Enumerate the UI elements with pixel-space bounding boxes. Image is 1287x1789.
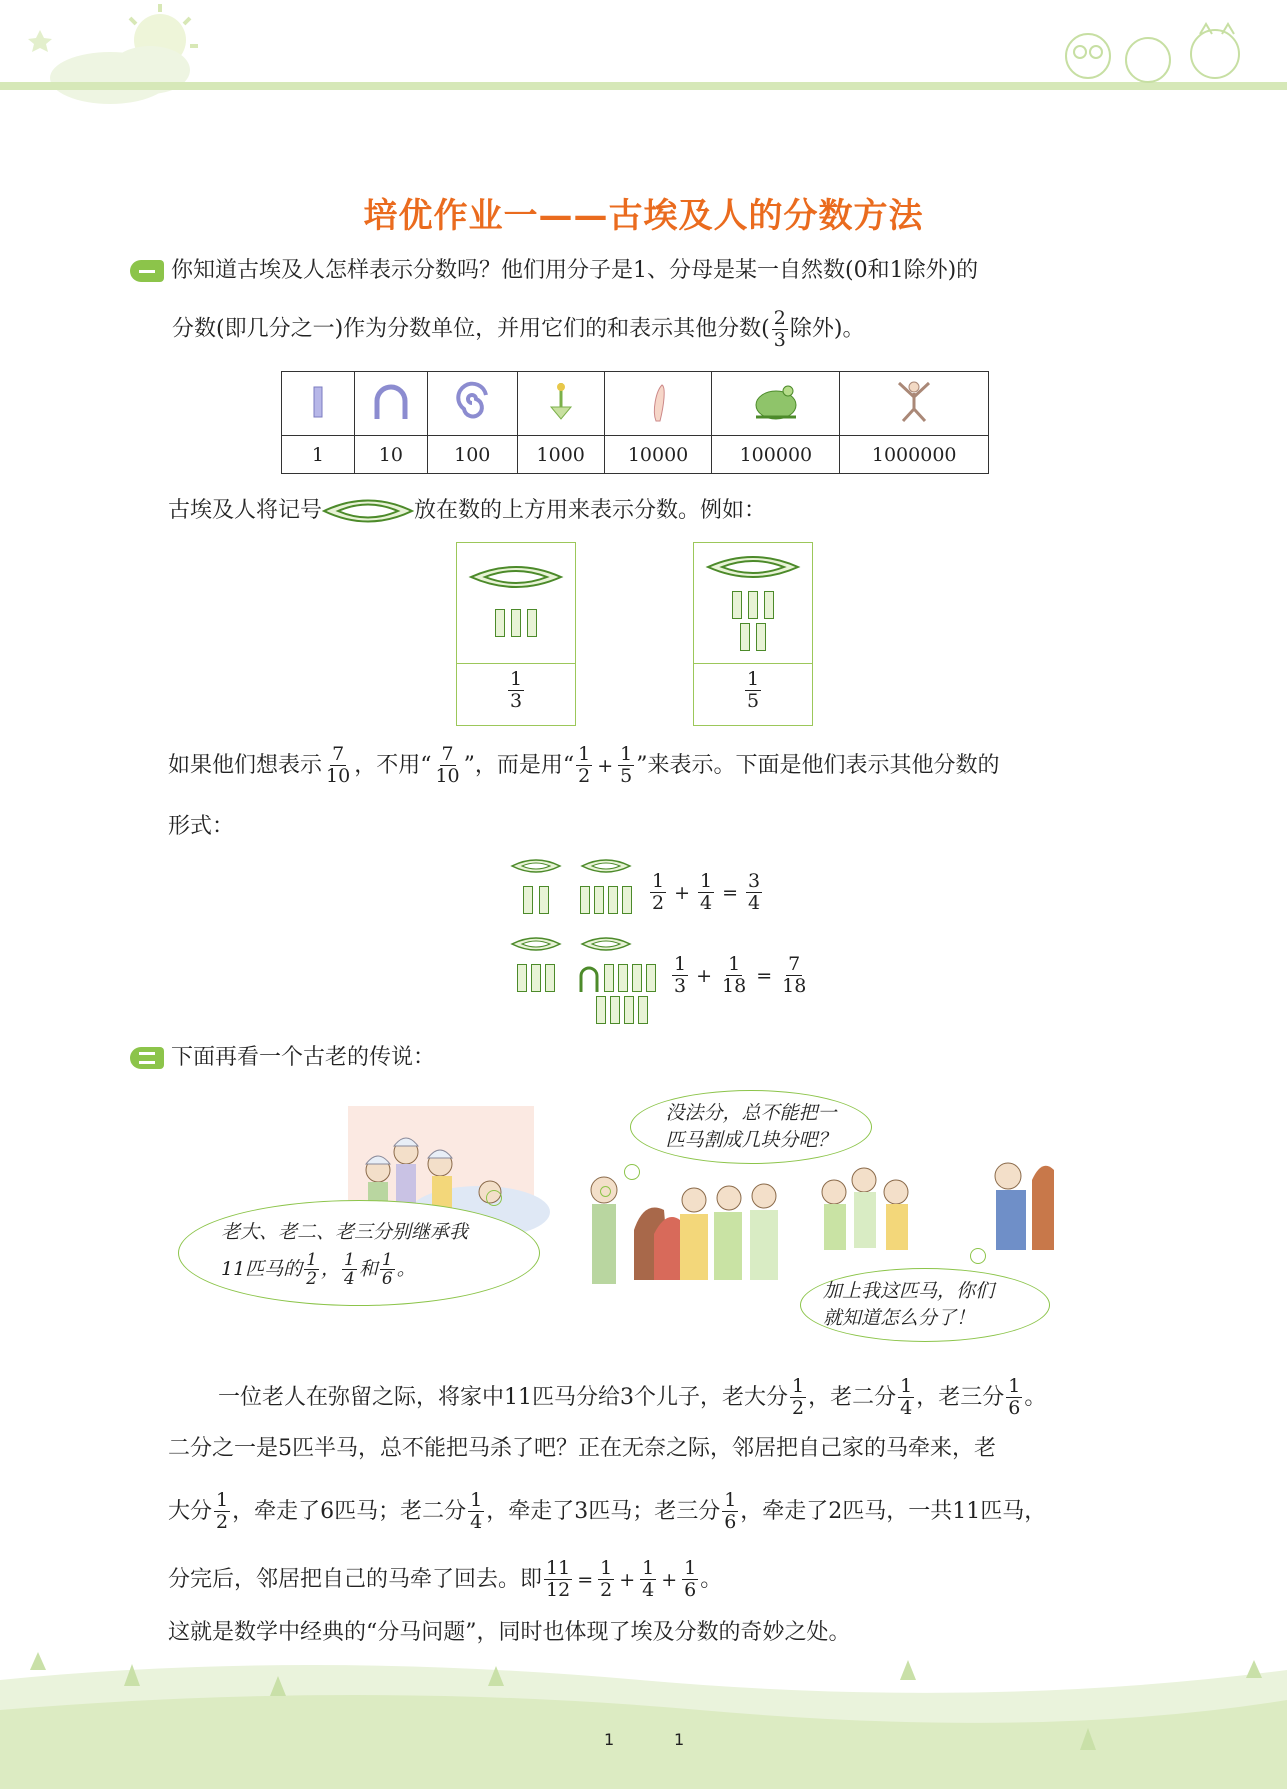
bubble-right-line2: 就知道怎么分了！ bbox=[823, 1307, 976, 1329]
section1-line2 bbox=[172, 308, 864, 351]
table-cell: 10000 bbox=[604, 436, 712, 474]
bubble-top-line2: 匹马割成几块分吧？ bbox=[665, 1129, 837, 1151]
table-cell: 1 bbox=[282, 436, 355, 474]
table-cell: 100000 bbox=[712, 436, 840, 474]
equation-1-text: $\frac{1}{2}$ + $\frac{1}{4}$ = $\frac{3}{4}$ bbox=[652, 870, 761, 914]
eye-mark-icon bbox=[578, 856, 634, 876]
example-one-fifth bbox=[693, 542, 813, 726]
glyph-quarter bbox=[578, 856, 634, 914]
bubble-tail-dot bbox=[970, 1248, 986, 1264]
strokes-three bbox=[457, 609, 575, 637]
speech-bubble-left bbox=[178, 1200, 540, 1306]
divider bbox=[457, 663, 575, 664]
coil-rope-icon bbox=[427, 372, 517, 436]
finger-icon bbox=[604, 372, 712, 436]
stroke-icon bbox=[282, 372, 355, 436]
bubble-left-line1: 老大、老二、老三分别继承我 bbox=[221, 1221, 469, 1243]
glyph-half bbox=[508, 856, 564, 914]
page-number-right: 1 bbox=[674, 1730, 685, 1749]
story-line1: 一位老人在弥留之际，将家中11匹马分给3个儿子，老大分 $\frac{1}{2}$ ，老二分 $\frac{1}{4}$ ，老三分 $\frac{1}{6}$ 。 bbox=[218, 1375, 1047, 1419]
table-cell: 100 bbox=[427, 436, 517, 474]
fraction-1-5: $\frac{1}{5}$ bbox=[746, 668, 760, 712]
table-cell: 1000000 bbox=[840, 436, 989, 474]
speech-bubble-top bbox=[630, 1090, 872, 1164]
mark-sentence bbox=[168, 496, 766, 526]
section-one-badge-icon bbox=[130, 260, 164, 282]
lotus-icon bbox=[517, 372, 604, 436]
footer-hills bbox=[0, 1640, 1287, 1789]
fraction-1-3: $\frac{1}{3}$ bbox=[509, 668, 523, 712]
bubble-tail-dot bbox=[624, 1164, 640, 1180]
section1-text2b: 除外)。 bbox=[789, 316, 865, 342]
equation-2-text: $\frac{1}{3}$ + $\frac{1}{18}$ = $\frac{7}{18}$ bbox=[674, 953, 807, 997]
text-c: ”，而是用“ bbox=[463, 752, 575, 778]
fraction-1-5: $\frac{1}{5}$ bbox=[620, 743, 633, 787]
eye-mark-icon bbox=[508, 934, 564, 954]
bubble-tail-dot bbox=[600, 1186, 611, 1197]
mark-sentence-b: 放在数的上方用来表示分数。例如： bbox=[414, 498, 767, 523]
bubble-right-line1: 加上我这匹马，你们 bbox=[823, 1280, 995, 1302]
table-row bbox=[282, 372, 989, 436]
bubble-top-line1: 没法分，总不能把一 bbox=[665, 1102, 837, 1124]
explanation-line2: 形式： bbox=[168, 814, 235, 839]
hieroglyph-equation-1 bbox=[508, 856, 764, 914]
section1-text1: 你知道古埃及人怎样表示分数吗？他们用分子是1、分母是某一自然数(0和1除外)的 bbox=[171, 258, 979, 283]
explanation-line bbox=[168, 744, 1000, 787]
eye-mark-icon bbox=[508, 856, 564, 876]
section1-line1 bbox=[130, 256, 978, 286]
hieroglyph-equation-2 bbox=[508, 934, 810, 1024]
table-cell: 1000 bbox=[517, 436, 604, 474]
fraction-7-10: $\frac{7}{10}$ bbox=[326, 743, 351, 787]
heel-bone-icon bbox=[578, 964, 600, 992]
kneeling-god-icon bbox=[840, 372, 989, 436]
strokes-two bbox=[694, 623, 812, 651]
eye-mark-icon bbox=[457, 553, 575, 603]
text-b: ，不用“ bbox=[354, 752, 432, 778]
fraction-2-3: $\frac{2}{3}$ bbox=[773, 307, 786, 351]
section2-heading-text: 下面再看一个古老的传说： bbox=[171, 1045, 436, 1070]
page-title: 培优作业一——古埃及人的分数方法 bbox=[363, 196, 924, 236]
mark-sentence-a: 古埃及人将记号 bbox=[168, 498, 323, 523]
story-line4: 分完后，邻居把自己的马牵了回去。即 $\frac{11}{12}$ = $\frac{1}{2}$ + $\frac{1}{4}$ + $\frac{1}{6}$ 。 bbox=[168, 1557, 723, 1601]
text-a: 如果他们想表示 bbox=[168, 752, 323, 778]
heel-bone-icon bbox=[354, 372, 427, 436]
section2-heading bbox=[130, 1043, 435, 1073]
bubble-tail-dot bbox=[486, 1190, 502, 1206]
plus-sign: + bbox=[597, 754, 614, 777]
header-decoration bbox=[0, 0, 1287, 115]
page-number-left: 1 bbox=[604, 1730, 615, 1749]
table-row bbox=[282, 436, 989, 474]
hieroglyph-number-table bbox=[281, 371, 989, 474]
story-line5: 这就是数学中经典的“分马问题”，同时也体现了埃及分数的奇妙之处。 bbox=[168, 1620, 851, 1645]
divider bbox=[694, 663, 812, 664]
text-d: ”来表示。下面是他们表示其他分数的 bbox=[636, 752, 1000, 778]
section-two-badge-icon bbox=[130, 1047, 164, 1069]
fraction-7-10: $\frac{7}{10}$ bbox=[435, 743, 460, 787]
eye-mark-icon bbox=[694, 549, 812, 585]
glyph-third bbox=[508, 934, 564, 992]
glyph-eighteenth bbox=[578, 934, 656, 1024]
fraction-1-2: $\frac{1}{2}$ bbox=[578, 743, 591, 787]
table-cell: 10 bbox=[354, 436, 427, 474]
story-line3: 大分 $\frac{1}{2}$ ，牵走了6匹马；老二分 $\frac{1}{4}$ ，牵走了3匹马；老三分 $\frac{1}{6}$ ，牵走了2匹马，一共11匹马， bbox=[168, 1489, 1047, 1533]
frog-icon bbox=[712, 372, 840, 436]
eye-mark-icon bbox=[322, 496, 414, 526]
example-one-third bbox=[456, 542, 576, 726]
story-line2: 二分之一是5匹半马，总不能把马杀了吧？正在无奈之际，邻居把自己家的马牵来，老 bbox=[168, 1436, 996, 1461]
section1-text2a: 分数(即几分之一)作为分数单位，并用它们的和表示其他分数( bbox=[172, 316, 770, 342]
strokes-three bbox=[694, 591, 812, 619]
bubble-left-line2: 11匹马的 $\frac{1}{2}$ ， $\frac{1}{4}$ 和 $\frac{1}{6}$ 。 bbox=[221, 1250, 416, 1289]
eye-mark-icon bbox=[578, 934, 634, 954]
speech-bubble-right bbox=[800, 1268, 1050, 1342]
